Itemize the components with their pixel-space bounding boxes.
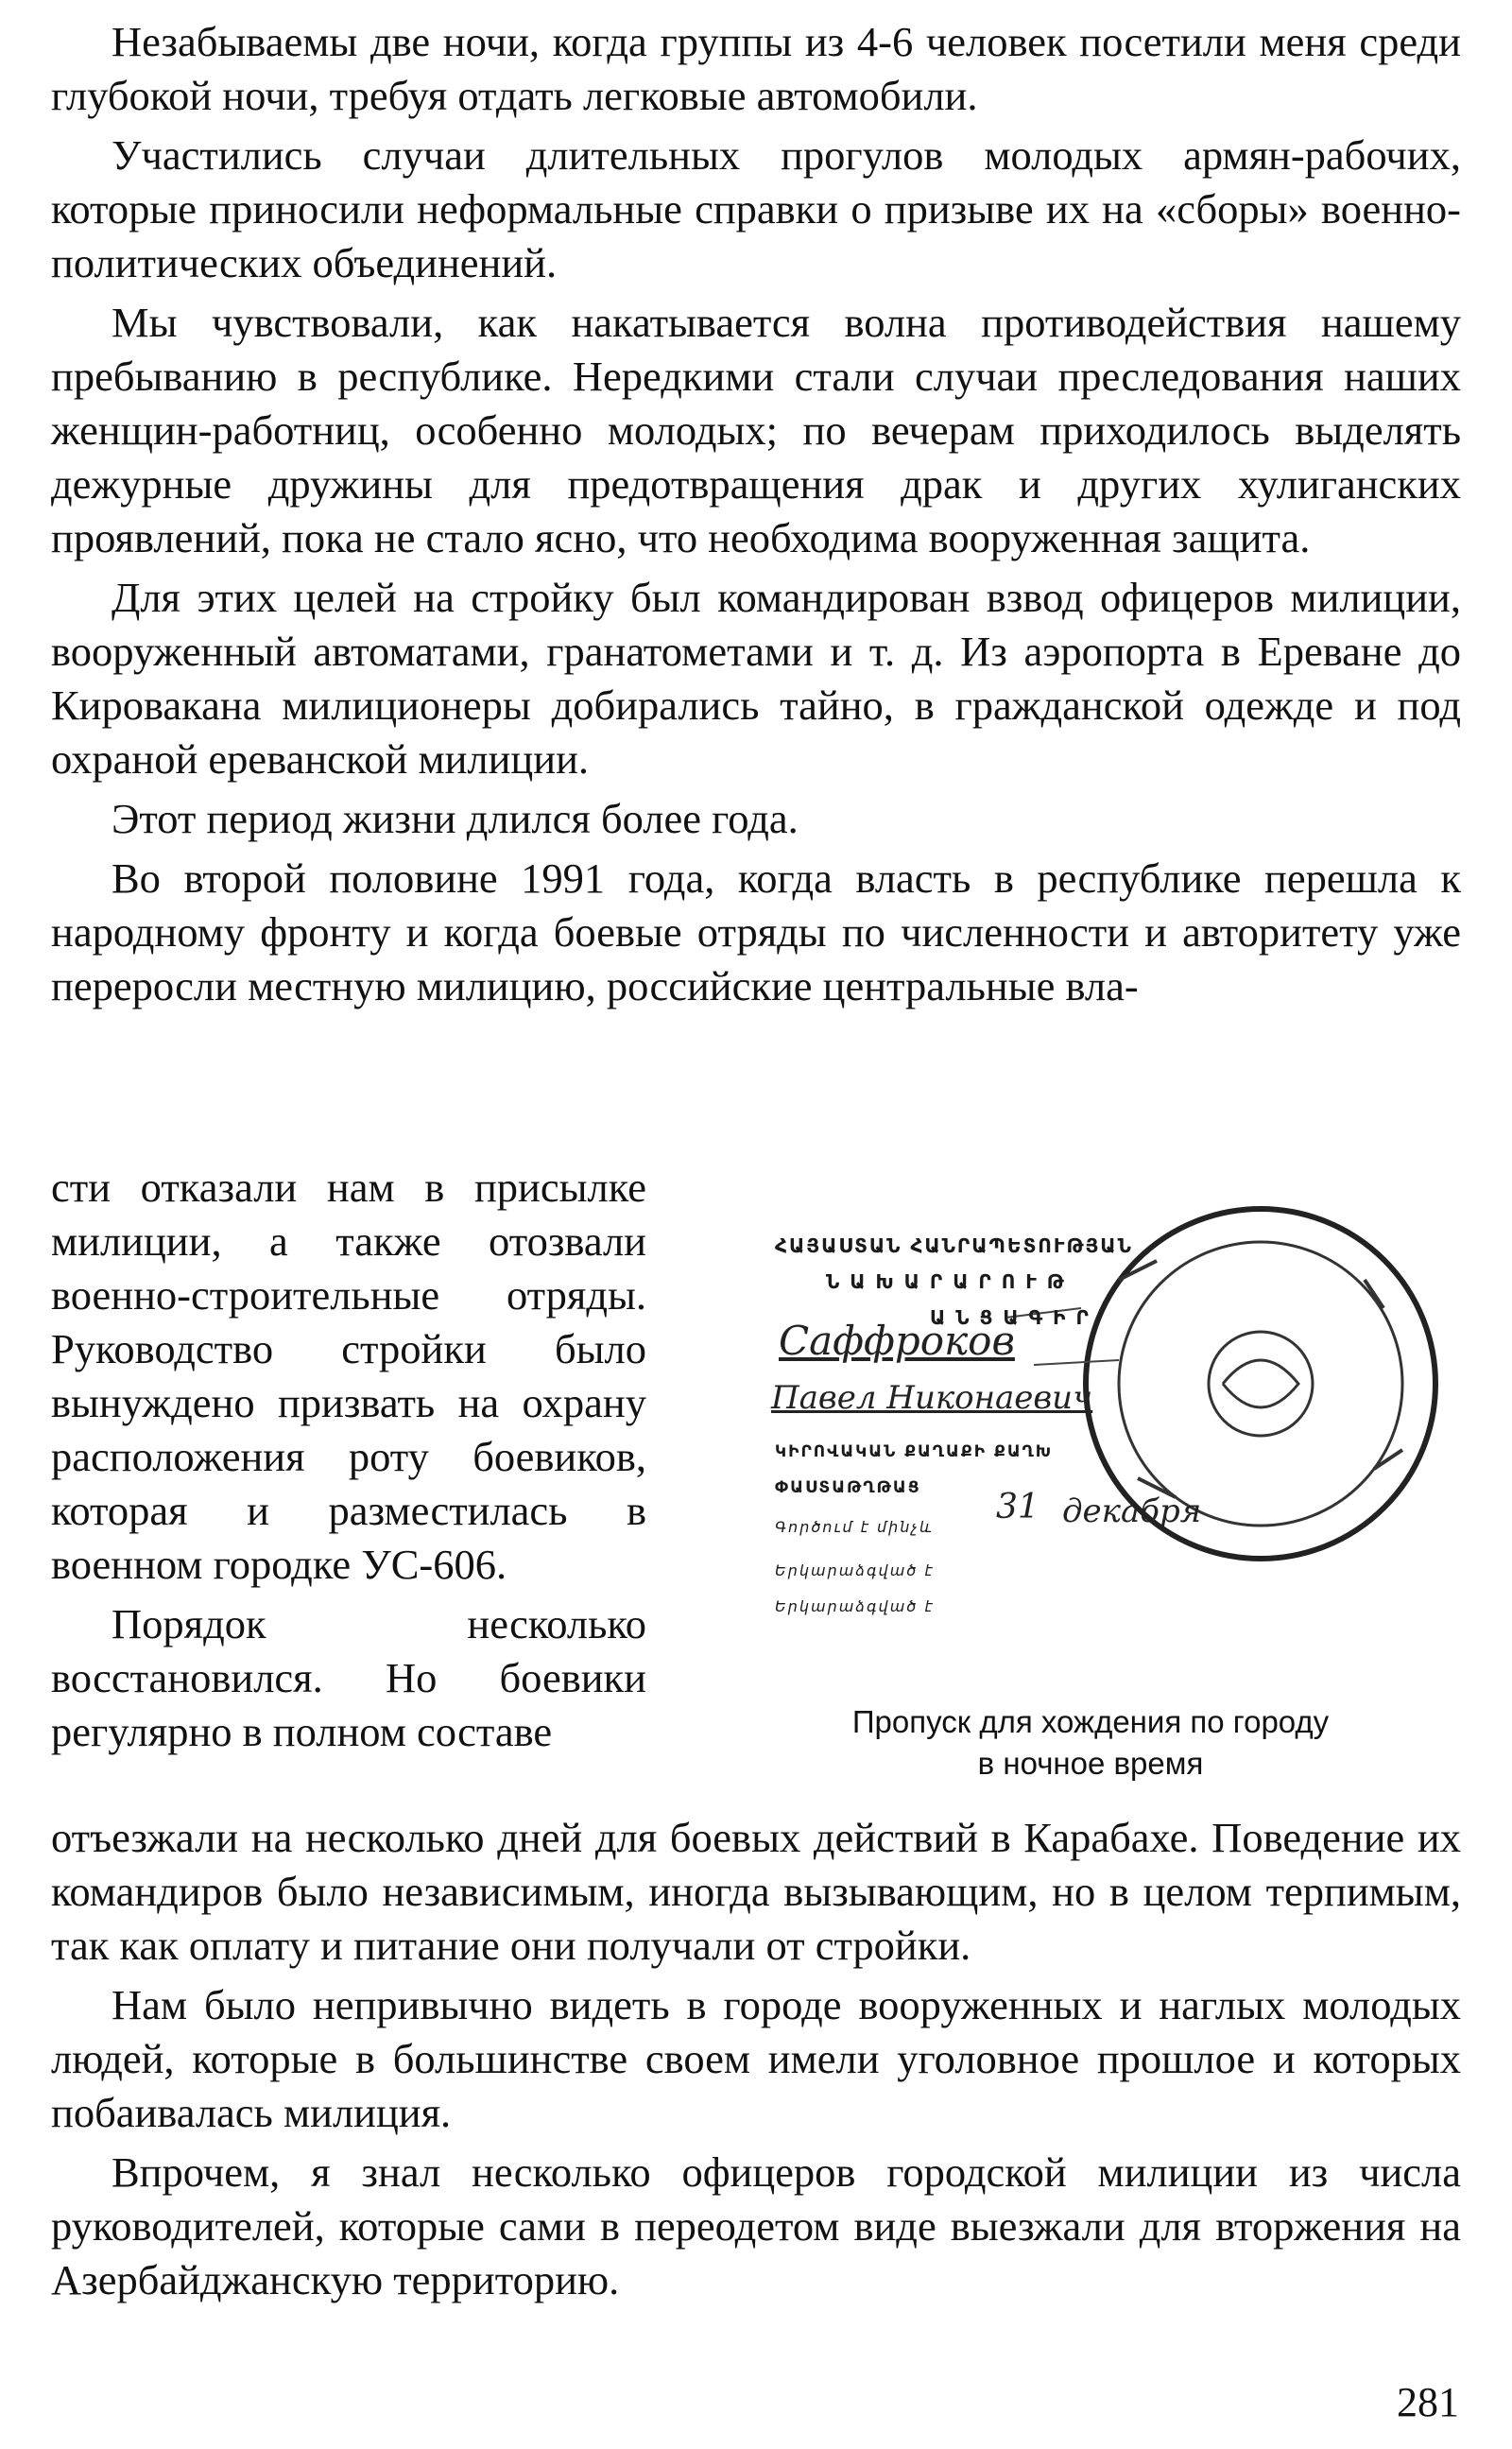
caption-line: Пропуск для хождения по городу [851, 1704, 1330, 1739]
paragraph: Для этих целей на стройку был командирован взвод офицеров милиции, вооруженный автоматами, гранатометами и т. д. Из аэропорта в Ереване до Кировакана милиционеры добирались тайно, в гражданской одежде и под охраной ереванской милиции. [51, 574, 1461, 783]
handwritten-surname: Саффроков [779, 1318, 1015, 1364]
text-block-bottom [51, 1811, 1461, 2313]
pass-extended: Երկարաձգված է [775, 1561, 935, 1579]
handwritten-month: декабря [1062, 1492, 1202, 1530]
handwritten-name: Павел Никонаевич [771, 1379, 1093, 1417]
paragraph: Незабываемы две ночи, когда группы из 4-6 человек посетили меня среди глубокой ночи, требуя отдать легковые автомобили. [51, 18, 1461, 119]
figure-caption [722, 1701, 1459, 1785]
pass-field-label: ԿԻՐՈՎԱԿԱՆ ՔԱՂԱՔԻ ՔԱՂԽ [775, 1442, 1054, 1461]
paragraph: Нам было непривычно видеть в городе вооруженных и наглых молодых людей, которые в большинстве своем имели уголовное прошлое и которых побаивалась милиция. [51, 1981, 1461, 2136]
pass-figure [722, 1166, 1459, 1781]
paragraph: Участились случаи длительных прогулов молодых армян-рабочих, которые приносили неформальные справки о призыве их на «сборы» военно-политических объединений. [51, 131, 1461, 286]
paragraph: Во второй половине 1991 года, когда власть в республике перешла к народному фронту и когда боевые отряды по численности и авторитету уже переросли местную милицию, российские центральные вла- [51, 854, 1461, 1009]
pass-header-line: Ն Ա Խ Ա Ր Ա Ր Ո Ւ Թ [826, 1270, 1066, 1293]
pass-header-line: Ա Ն Ց Ա Գ Ի Ր [930, 1306, 1091, 1329]
pass-header-line: ՀԱՅԱՍՏԱՆ ՀԱՆՐԱՊԵՏՈՒԹՅԱՆ [775, 1234, 1133, 1257]
pass-valid-until: Գործում է մինչև [775, 1518, 934, 1536]
paragraph: Порядок несколько восстановился. Но боевики регулярно в полном составе [51, 1600, 646, 1755]
pass-field-label: ՓԱՍՏԱԹՂԹԱՑ [775, 1478, 921, 1497]
text-block-narrow [51, 1161, 646, 1765]
paragraph: Мы чувствовали, как накатывается волна противодействия нашему пребыванию в республике. Нередкими стали случаи преследования наших женщин-работниц, особенно молодых; по вечерам приходилось выделять дежурные дружины для предотвращения драк и других хулиганских проявлений, пока не стало ясно, что необходима вооруженная защита. [51, 299, 1461, 561]
text-block-top [51, 15, 1461, 1019]
paragraph: сти отказали нам в присылке милиции, а также отозвали военно-строительные отряды. Руководство стройки было вынуждено призвать на охрану расположения роту боевиков, которая и разместилась в военном городке УС-606. [51, 1164, 646, 1588]
caption-line: в ночное время [977, 1746, 1204, 1781]
pass-extended: Երկարաձգված է [775, 1597, 935, 1615]
paragraph: Впрочем, я знал несколько офицеров городской милиции из числа руководителей, которые сами в переодетом виде выезжали для вторжения на Азербайджанскую территорию. [51, 2148, 1461, 2303]
handwritten-day: 31 [996, 1488, 1040, 1526]
paragraph: отъезжали на несколько дней для боевых действий в Карабахе. Поведение их командиров было независимым, иногда вызывающим, но в целом терпимым, так как оплату и питание они получали от стройки. [51, 1814, 1461, 1969]
page-number: 281 [1397, 2379, 1459, 2425]
paragraph: Этот период жизни длился более года. [112, 795, 799, 842]
pass-image [722, 1166, 1440, 1639]
